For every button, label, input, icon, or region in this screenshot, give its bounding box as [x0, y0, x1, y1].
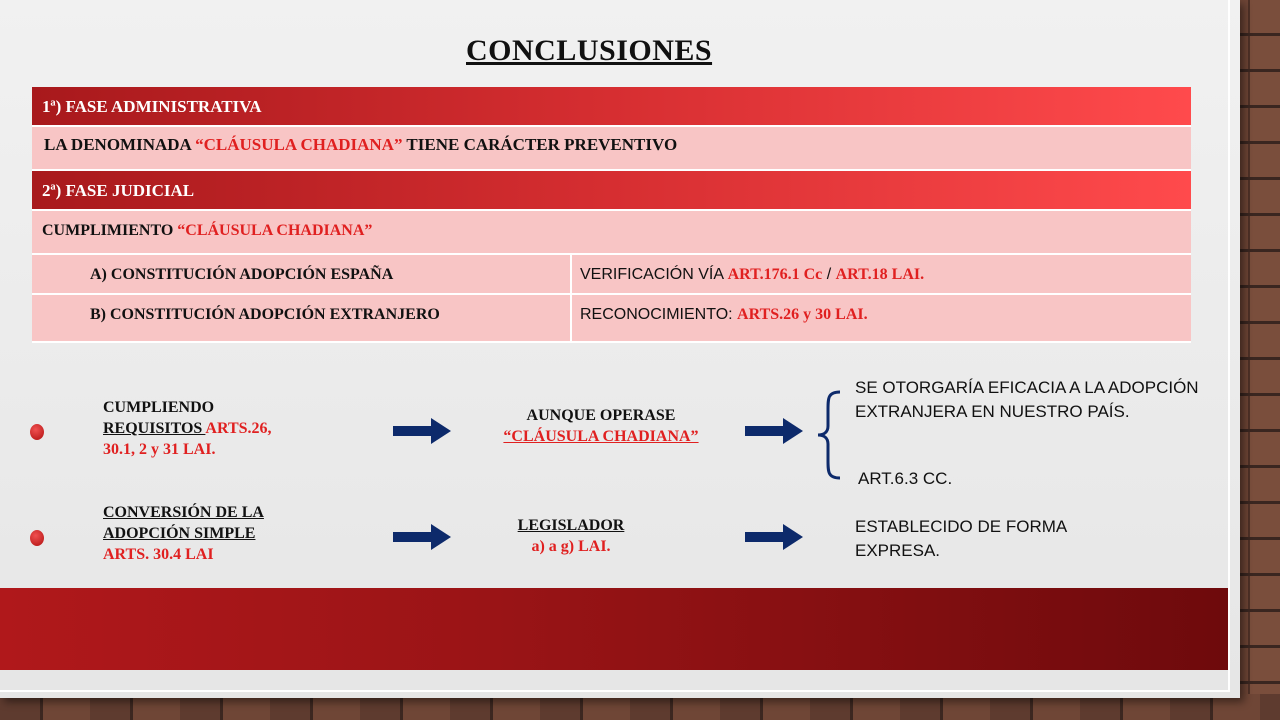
table-row-spain: [32, 255, 1191, 295]
flow1-cause-line1: CUMPLIENDO: [103, 399, 215, 416]
row-spain-sep: /: [822, 266, 836, 283]
footer-bar: [0, 588, 1228, 670]
row-spain-ref2: ART.18 LAI.: [835, 266, 925, 283]
flow1-middle-line2: “CLÁUSULA CHADIANA”: [503, 428, 699, 445]
flow2-middle: [476, 515, 666, 557]
phase2-text-clause: “CLÁUSULA CHADIANA”: [177, 222, 373, 239]
flow1-cause-line3: 30.1, 2 y 31 LAI.: [103, 441, 216, 458]
phase1-header: 1ª) FASE ADMINISTRATIVA: [32, 87, 1191, 127]
flow1-cause: [103, 397, 363, 460]
flow2-result: ESTABLECIDO DE FORMA EXPRESA.: [855, 517, 1067, 560]
arrow-right-icon: [393, 418, 453, 444]
flow1-result: SE OTORGARÍA EFICACIA A LA ADOPCIÓN EXTRANJERA EN NUESTRO PAÍS.: [855, 378, 1199, 421]
row-foreign-value: [572, 295, 1191, 341]
flow1-result-ref: ART.6.3 CC.: [858, 469, 953, 488]
brace-icon: [814, 390, 844, 480]
row-foreign-ref1: ARTS.26 y 30 LAI.: [737, 306, 868, 323]
flow1-middle-line1: AUNQUE OPERASE: [526, 407, 676, 424]
phase1-text-pre: LA DENOMINADA: [44, 135, 196, 154]
flow1-arts: ARTS.26,: [205, 420, 272, 437]
flow2-cause-line3: ARTS. 30.4 LAI: [103, 546, 214, 563]
row-spain-value-pre: VERIFICACIÓN VÍA: [580, 266, 728, 283]
slide-title: CONCLUSIONES: [466, 34, 713, 67]
flow1-cause-line2: [103, 418, 363, 439]
phase1-text-clause: “CLÁUSULA CHADIANA”: [195, 135, 403, 154]
flow2-cause-line1: CONVERSIÓN DE LA: [103, 504, 264, 521]
row-spain-ref1: ART.176.1 Cc: [727, 266, 823, 283]
phase2-content: [32, 211, 1191, 255]
flow2-middle-line2: a) a g) LAI.: [531, 538, 611, 555]
flow2-cause: [103, 502, 363, 565]
phase1-text-post: TIENE CARÁCTER PREVENTIVO: [402, 135, 678, 154]
arrow-right-icon: [745, 524, 805, 550]
row-spain-label: A) CONSTITUCIÓN ADOPCIÓN ESPAÑA: [32, 255, 572, 293]
phase1-content: [32, 127, 1191, 171]
flow2-cause-line2: ADOPCIÓN SIMPLE: [103, 525, 256, 542]
bullet-icon: [30, 530, 44, 546]
phase2-text-pre: CUMPLIMIENTO: [42, 222, 178, 239]
table-row-foreign: [32, 295, 1191, 343]
row-spain-value: [572, 255, 1191, 293]
row-foreign-value-pre: RECONOCIMIENTO:: [580, 306, 738, 323]
flow1-middle: [476, 405, 726, 447]
flow2-middle-line1: LEGISLADOR: [517, 517, 625, 534]
phase2-header: 2ª) FASE JUDICIAL: [32, 171, 1191, 211]
row-foreign-label: B) CONSTITUCIÓN ADOPCIÓN EXTRANJERO: [32, 295, 572, 341]
flow1-requisitos: REQUISITOS: [103, 420, 206, 437]
arrow-right-icon: [745, 418, 805, 444]
arrow-right-icon: [393, 524, 453, 550]
bullet-icon: [30, 424, 44, 440]
conclusions-table: [32, 87, 1191, 343]
